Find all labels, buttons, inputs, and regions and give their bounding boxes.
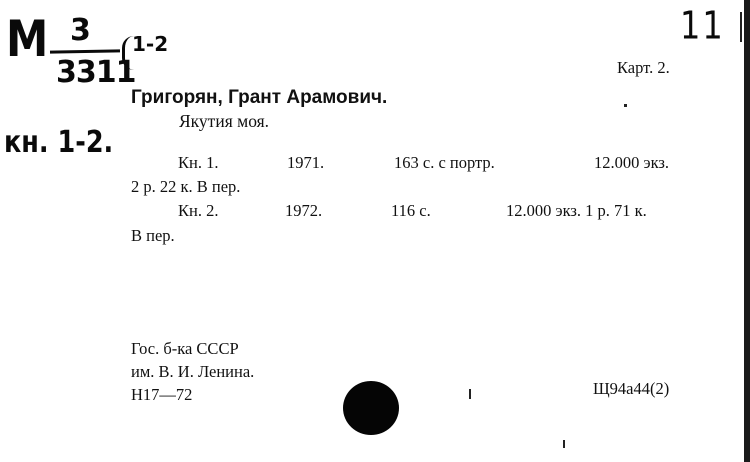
entry1-volume: Кн. 1. [178,153,219,172]
book-title: Якутия моя. [179,111,270,131]
handwritten-fraction-line [50,49,120,53]
entry1-pages: 163 с. с портр. [394,153,495,172]
entry2-binding: В пер. [131,226,175,245]
entry2-year: 1972. [285,201,323,220]
handwritten-corner-number: 11 [680,2,725,48]
handwritten-brace-note: 1-2 [132,32,169,56]
handwritten-fraction-top: 3 [70,13,91,48]
card-edge [744,0,750,462]
speck [740,12,742,42]
entry1-copies: 12.000 экз. [594,153,670,172]
entry2-pages: 116 с. [391,201,431,220]
entry1-price: 2 р. 22 к. В пер. [131,177,241,196]
entry2-volume: Кн. 2. [178,201,219,220]
speck [624,104,627,107]
handwritten-shelf-letter: М [6,10,49,68]
speck [563,440,565,448]
library-name: Гос. б-ка СССР [131,339,239,358]
entry2-copies: 12.000 экз. 1 р. 71 к. [506,201,647,220]
print-run-code: Н17—72 [131,385,193,404]
handwritten-volumes-note: кн. 1-2. [4,125,114,160]
author-heading: Григорян, Грант Арамович. [131,87,388,108]
card-number: Карт. 2. [617,58,670,77]
punch-hole [343,381,399,435]
library-name-line2: им. В. И. Ленина. [131,362,255,381]
catalog-code: Щ94а44(2) [593,379,670,398]
entry1-year: 1971. [287,153,325,172]
speck [469,389,471,399]
handwritten-fraction-bottom: 3311 [56,55,136,90]
